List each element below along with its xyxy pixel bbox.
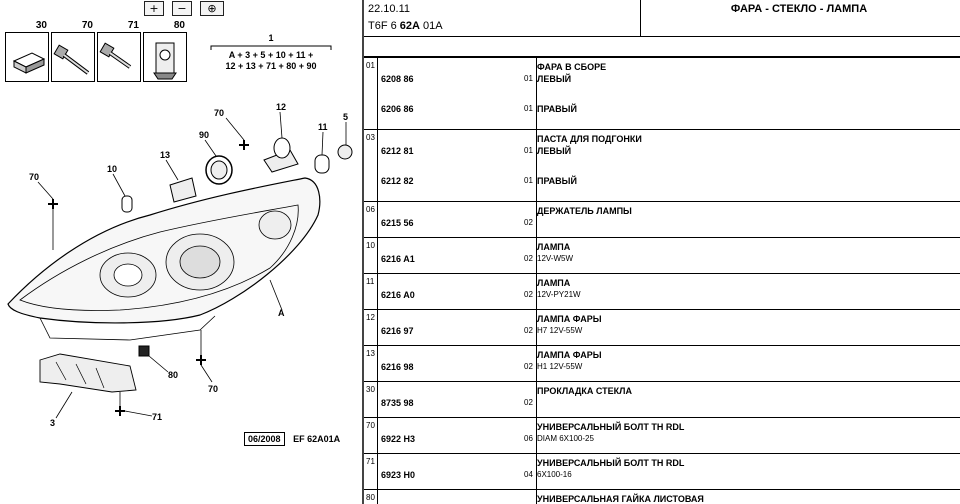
header-separator (640, 0, 641, 36)
catalog-date: 22.10.11 (368, 3, 411, 15)
part-description: ПАСТА ДЛЯ ПОДГОНКИ (537, 134, 642, 144)
header-rule (364, 36, 960, 37)
part-description: УНИВЕРСАЛЬНЫЙ БОЛТ TH RDL (537, 458, 685, 468)
callout-70-top: 70 (214, 108, 225, 118)
row-line (364, 290, 960, 302)
part-description: УНИВЕРСАЛЬНЫЙ БОЛТ TH RDL (537, 422, 685, 432)
row-line (364, 398, 960, 410)
part-description: ФАРА В СБОРЕ (537, 62, 607, 72)
quantity: 06 (524, 434, 533, 443)
part-description: 12V-W5W (537, 254, 574, 263)
table-row[interactable] (364, 418, 960, 454)
part-description: ЛАМПА ФАРЫ (537, 314, 602, 324)
row-line (364, 74, 960, 86)
callout-12: 12 (276, 102, 287, 112)
headlamp-drawing (0, 0, 362, 504)
catalog-reference (368, 20, 443, 32)
row-line (364, 350, 960, 362)
row-line (364, 242, 960, 254)
row-line (364, 278, 960, 290)
callout-71: 71 (152, 412, 163, 422)
ref-suffix: 01A (419, 20, 443, 32)
quantity: 02 (524, 362, 533, 371)
part-description: ЛЕВЫЙ (537, 146, 572, 156)
parts-table (364, 58, 960, 504)
part-number[interactable]: 8735 98 (381, 398, 414, 408)
row-line (364, 104, 960, 116)
part-description: ПРОКЛАДКА СТЕКЛА (537, 386, 632, 396)
table-row[interactable] (364, 238, 960, 274)
table-row[interactable] (364, 346, 960, 382)
callout-10: 10 (107, 164, 118, 174)
row-index: 71 (364, 454, 378, 489)
row-index: 10 (364, 238, 378, 273)
quantity: 02 (524, 398, 533, 407)
row-index: 11 (364, 274, 378, 309)
row-line (364, 176, 960, 188)
parts-list-panel (364, 0, 960, 504)
row-line (364, 206, 960, 218)
part-description: ПРАВЫЙ (537, 176, 577, 186)
row-line (364, 146, 960, 158)
part-description: ДЕРЖАТЕЛЬ ЛАМПЫ (537, 206, 632, 216)
callout-70-bottom: 70 (208, 384, 219, 394)
row-index: 12 (364, 310, 378, 345)
high-beam-lens (180, 246, 220, 278)
part-description: H1 12V-55W (537, 362, 583, 371)
part-number[interactable]: 6212 81 (381, 146, 414, 156)
row-index: 30 (364, 382, 378, 417)
part-number[interactable]: 6206 86 (381, 104, 414, 114)
row-line (364, 326, 960, 338)
callout-90: 90 (199, 130, 210, 140)
indicator-reflector (259, 211, 291, 239)
bulb-11 (315, 155, 329, 173)
row-index: 01 (364, 58, 378, 129)
row-line (364, 422, 960, 434)
diagram-footer (244, 432, 340, 446)
cover-90 (206, 156, 232, 184)
bulb-10 (122, 196, 132, 212)
formula-line-1: A + 3 + 5 + 10 + 11 + (228, 50, 314, 60)
zoom-pan-icon: ⊕ (207, 2, 217, 15)
part-number[interactable]: 6923 H0 (381, 470, 416, 480)
quantity: 01 (524, 146, 533, 155)
table-row[interactable] (364, 454, 960, 490)
table-row[interactable] (364, 490, 960, 504)
part-number[interactable]: 6212 82 (381, 176, 414, 186)
row-line (364, 164, 960, 176)
ref-prefix: T6F 6 (368, 20, 400, 32)
part-description: 6X100-16 (537, 470, 572, 479)
page-title: ФАРА - СТЕКЛО - ЛАМПА (730, 3, 868, 15)
headlamp-lens (8, 178, 320, 323)
part-description: ПРАВЫЙ (537, 104, 577, 114)
nut-80 (139, 346, 149, 356)
part-number[interactable]: 6215 56 (381, 218, 414, 228)
row-index: 06 (364, 202, 378, 237)
low-beam-bulb-seat (114, 264, 142, 286)
exploded-diagram-panel (0, 0, 362, 504)
callout-11: 11 (318, 122, 328, 132)
callout-70-left: 70 (29, 172, 40, 182)
bulb-holder-5 (338, 145, 352, 159)
part-description: ЛАМПА ФАРЫ (537, 350, 602, 360)
part-number[interactable]: 6216 97 (381, 326, 414, 336)
callout-A: A (278, 308, 285, 318)
thumbnail-number: 30 (35, 20, 47, 31)
row-index: 13 (364, 346, 378, 381)
part-description: ЛАМПА (537, 278, 571, 288)
part-description: DIAM 6X100-25 (537, 434, 594, 443)
bulb-13 (170, 178, 196, 202)
row-index: 80 (364, 490, 378, 504)
row-index: 70 (364, 418, 378, 453)
diagram-code: EF 62A01A (293, 434, 341, 444)
ref-group: 62A (399, 20, 420, 32)
formula-head: 1 (268, 33, 274, 43)
row-line (364, 458, 960, 470)
diagram-date: 06/2008 (244, 432, 285, 446)
quantity: 01 (524, 176, 533, 185)
thumbnail-number: 80 (173, 20, 185, 31)
zoom-in-icon: + (149, 2, 159, 15)
row-line (364, 434, 960, 446)
part-number[interactable]: 6216 A1 (381, 254, 415, 264)
part-number[interactable]: 6208 86 (381, 74, 414, 84)
callout-5: 5 (343, 112, 349, 122)
quantity: 01 (524, 104, 533, 113)
row-line (364, 62, 960, 74)
quantity: 02 (524, 290, 533, 299)
row-line (364, 362, 960, 374)
row-line (364, 254, 960, 266)
part-description: ЛЕВЫЙ (537, 74, 572, 84)
row-line (364, 386, 960, 398)
table-row[interactable] (364, 202, 960, 238)
row-line (364, 218, 960, 230)
table-row[interactable] (364, 382, 960, 418)
callout-3: 3 (50, 418, 56, 428)
zoom-out-icon: − (177, 2, 187, 15)
table-row[interactable] (364, 274, 960, 310)
quantity: 02 (524, 326, 533, 335)
table-row[interactable] (364, 58, 960, 130)
quantity: 04 (524, 470, 533, 479)
row-index: 03 (364, 130, 378, 201)
row-line (364, 470, 960, 482)
callout-80: 80 (168, 370, 179, 380)
part-description: УНИВЕРСАЛЬНАЯ ГАЙКА ЛИСТОВАЯ (537, 494, 704, 504)
row-line (364, 494, 960, 504)
thumbnail-number: 71 (127, 20, 139, 31)
mounting-bracket (40, 354, 136, 392)
row-line (364, 92, 960, 104)
formula-line-2: 12 + 13 + 71 + 80 + 90 (225, 61, 317, 71)
part-number[interactable]: 6922 H3 (381, 434, 416, 444)
quantity: 02 (524, 254, 533, 263)
quantity: 01 (524, 74, 533, 83)
table-row[interactable] (364, 310, 960, 346)
thumbnail-number: 70 (81, 20, 93, 31)
part-number[interactable]: 6216 A0 (381, 290, 415, 300)
callout-13: 13 (160, 150, 171, 160)
quantity: 02 (524, 218, 533, 227)
part-description: 12V-PY21W (537, 290, 581, 299)
bulb-12 (264, 138, 298, 172)
part-description: H7 12V-55W (537, 326, 583, 335)
row-line (364, 134, 960, 146)
table-row[interactable] (364, 130, 960, 202)
row-line (364, 314, 960, 326)
part-description: ЛАМПА (537, 242, 571, 252)
part-number[interactable]: 6216 98 (381, 362, 414, 372)
